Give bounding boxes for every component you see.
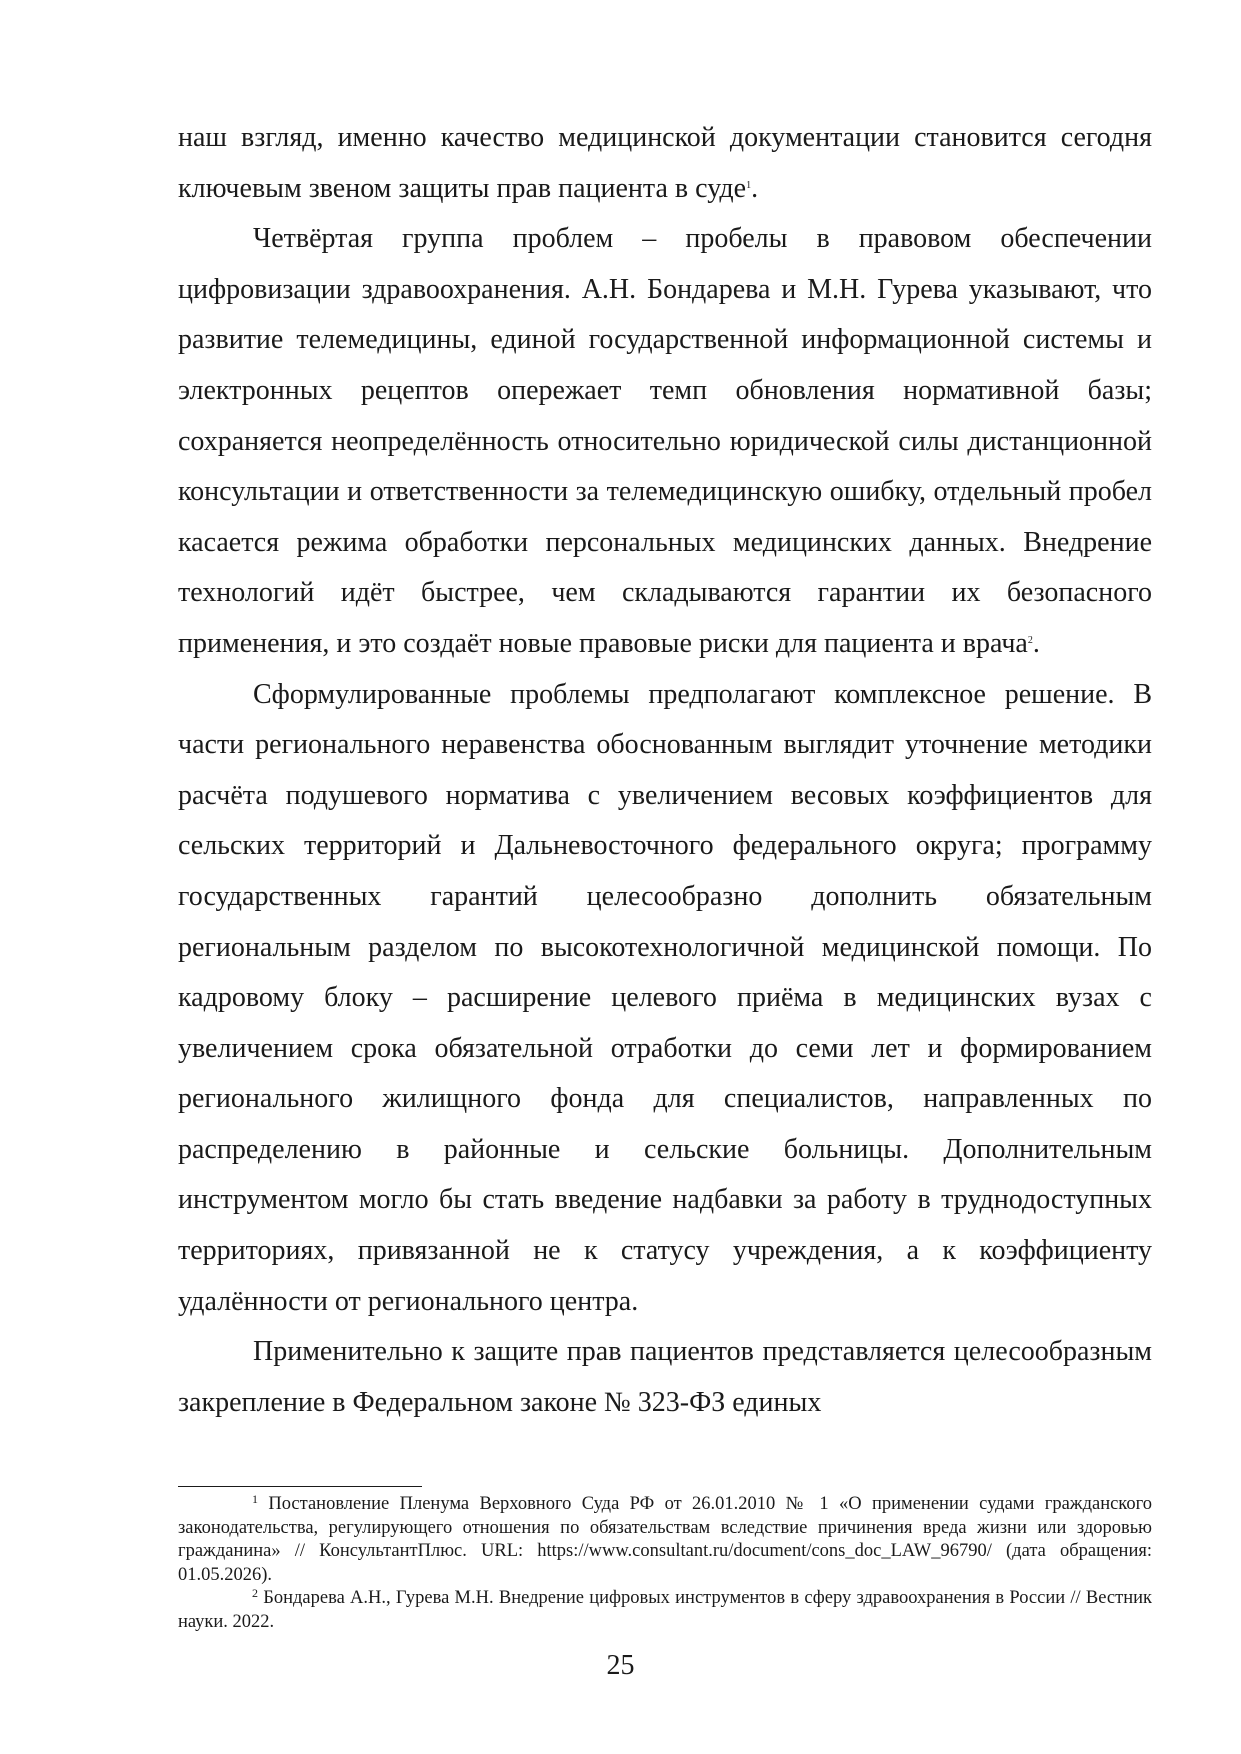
footnote-number: 2 xyxy=(252,1586,258,1600)
page-number: 25 xyxy=(606,1650,635,1681)
paragraph-text: наш взгляд, именно качество медицинской документации становится сегодня ключевым звеном защиты прав пациента в суде xyxy=(178,122,1152,204)
footnote-text: Постановление Пленума Верховного Суда РФ от 26.01.2010 № 1 «О применении судами гражданского законодательства, регулирующего отношения по обязательствам вследствие причинения вреда жизни или здоровью гражданина» // КонсультантПлюс. URL: https://www.consultant.ru/document/cons_doc_LAW_96790/ (дата обращения: 01.05.2026). xyxy=(178,1494,1152,1585)
footnote-reference[interactable]: 1 xyxy=(746,179,752,191)
paragraph-digitalization-gaps xyxy=(178,214,1152,669)
paragraph-continuation xyxy=(178,113,1152,214)
footnote-1 xyxy=(178,1493,1152,1587)
footnote-separator xyxy=(178,1486,422,1487)
footnote-number: 1 xyxy=(252,1492,258,1506)
paragraph-patient-rights: Применительно к защите прав пациентов представляется целесообразным закрепление в Федеральном законе № 323-ФЗ единых xyxy=(178,1336,1152,1418)
footnotes xyxy=(178,1493,1152,1634)
paragraph-text: Четвёртая группа проблем – пробелы в правовом обеспечении цифровизации здравоохранения. А.Н. Бондарева и М.Н. Гурева указывают, что развитие телемедицины, единой государственной информационной системы и электронных рецептов опережает темп обновления нормативной базы; сохраняется неопределённость относительно юридической силы дистанционной консультации и ответственности за телемедицинскую ошибку, отдельный пробел касается режима обработки персональных медицинских данных. Внедрение технологий идёт быстрее, чем складываются гарантии их безопасного применения, и это создаёт новые правовые риски для пациента и врача xyxy=(178,223,1152,659)
footnote-text: Бондарева А.Н., Гурева М.Н. Внедрение цифровых инструментов в сферу здравоохранения в России // Вестник науки. 2022. xyxy=(178,1588,1152,1632)
paragraph-end-punctuation: . xyxy=(1032,627,1040,659)
paragraph-proposed-solutions: Сформулированные проблемы предполагают комплексное решение. В части регионального неравенства обоснованным выглядит уточнение методики расчёта подушевого норматива с увеличением весовых коэффициентов для сельских территорий и Дальневосточного федерального округа; программу государственных гарантий целесообразно дополнить обязательным региональным разделом по высокотехнологичной медицинской помощи. По кадровому блоку – расширение целевого приёма в медицинских вузах с увеличением срока обязательной отработки до семи лет и формированием регионального жилищного фонда для специалистов, направленных по распределению в районные и сельские больницы. Дополнительным инструментом могло бы стать введение надбавки за работу в труднодоступных территориях, привязанной не к статусу учреждения, а к коэффициенту удалённости от регионального центра. xyxy=(178,678,1152,1317)
footnote-reference[interactable]: 2 xyxy=(1027,634,1033,646)
footnote-2 xyxy=(178,1587,1152,1634)
paragraph-end-punctuation: . xyxy=(751,172,759,204)
body-text xyxy=(178,113,1152,1428)
